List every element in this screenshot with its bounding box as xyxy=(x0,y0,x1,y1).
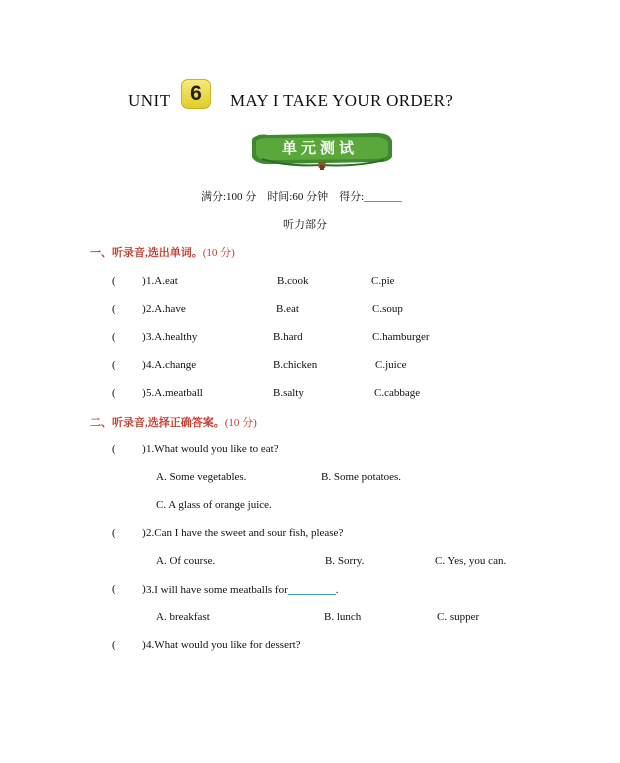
score-label: 得分: xyxy=(339,191,365,203)
s1-q4-paren-close: ) xyxy=(142,359,146,371)
s1-q5-option-c: C.cabbage xyxy=(374,387,421,399)
s1-q3-paren: ( xyxy=(112,331,116,343)
s1-q5-option-a: 5.A.meatball xyxy=(146,387,203,399)
s1-q3-paren-close: ) xyxy=(142,331,146,343)
s2-q1-paren: ( xyxy=(112,443,116,455)
s1-q2-option-b: B.eat xyxy=(276,303,299,315)
time-limit: 时间:60 分钟 xyxy=(267,191,329,203)
s1-q5-paren: ( xyxy=(112,387,116,399)
section1-heading xyxy=(90,244,235,260)
s2-q1-option-c: C. A glass of orange juice. xyxy=(156,499,272,511)
score-line xyxy=(201,188,402,204)
unit-title: MAY I TAKE YOUR ORDER? xyxy=(230,91,454,110)
s2-q3-question xyxy=(146,583,339,596)
s1-q2-paren: ( xyxy=(112,303,116,315)
s2-q3-answer-blank[interactable] xyxy=(288,583,336,595)
section1-title: 一、听录音,选出单词。 xyxy=(90,247,203,259)
full-marks: 满分:100 分 xyxy=(201,191,257,203)
s2-q1-option-a: A. Some vegetables. xyxy=(156,471,247,483)
s1-q2-option-a: 2.A.have xyxy=(146,303,186,315)
s1-q3-option-b: B.hard xyxy=(273,331,303,343)
s1-q4-option-b: B.chicken xyxy=(273,359,318,371)
s2-q1-option-b: B. Some potatoes. xyxy=(321,471,402,483)
unit-number-badge: 6 xyxy=(181,79,211,109)
s2-q3-option-c: C. supper xyxy=(437,611,480,623)
section2-points: (10 分) xyxy=(224,417,257,429)
s2-q2-option-b: B. Sorry. xyxy=(325,555,365,567)
s1-q2-paren-close: ) xyxy=(142,303,146,315)
section2-title: 二、听录音,选择正确答案。 xyxy=(90,417,225,429)
s2-q4-question: 4.What would you like for dessert? xyxy=(146,639,301,651)
s1-q4-option-c: C.juice xyxy=(375,359,407,371)
s2-q3-end: . xyxy=(335,584,339,596)
s2-q2-question: 2.Can I have the sweet and sour fish, please? xyxy=(146,527,344,539)
banner-title: 单元测试 xyxy=(281,139,358,157)
s1-q1-option-c: C.pie xyxy=(371,275,395,287)
s2-q2-paren: ( xyxy=(112,527,116,539)
s2-q4-paren-close: ) xyxy=(142,639,146,651)
unit-label: UNIT xyxy=(128,91,171,110)
s2-q2-option-a: A. Of course. xyxy=(156,555,216,567)
s1-q3-option-a: 3.A.healthy xyxy=(146,331,198,343)
s2-q4-paren: ( xyxy=(112,639,116,651)
s1-q1-paren-close: ) xyxy=(142,275,146,287)
s1-q1-option-a: 1.A.eat xyxy=(146,275,178,287)
section1-points: (10 分) xyxy=(202,247,235,259)
score-blank[interactable] xyxy=(364,190,402,202)
s2-q3-text: 3.I will have some meatballs for xyxy=(146,584,288,596)
s2-q3-option-a: A. breakfast xyxy=(156,611,210,623)
section2-heading xyxy=(90,414,257,430)
s1-q5-option-b: B.salty xyxy=(273,387,304,399)
s2-q2-option-c: C. Yes, you can. xyxy=(435,555,507,567)
s2-q2-paren-close: ) xyxy=(142,527,146,539)
s2-q3-option-b: B. lunch xyxy=(324,611,362,623)
s1-q1-paren: ( xyxy=(112,275,116,287)
s1-q1-option-b: B.cook xyxy=(277,275,309,287)
s2-q3-paren: ( xyxy=(112,583,116,595)
s1-q4-paren: ( xyxy=(112,359,116,371)
s2-q1-paren-close: ) xyxy=(142,443,146,455)
s1-q3-option-c: C.hamburger xyxy=(372,331,430,343)
s2-q3-paren-close: ) xyxy=(142,583,146,595)
s1-q5-paren-close: ) xyxy=(142,387,146,399)
s1-q4-option-a: 4.A.change xyxy=(146,359,197,371)
s2-q1-question: 1.What would you like to eat? xyxy=(146,443,279,455)
s1-q2-option-c: C.soup xyxy=(372,303,403,315)
listening-label: 听力部分 xyxy=(283,219,327,231)
